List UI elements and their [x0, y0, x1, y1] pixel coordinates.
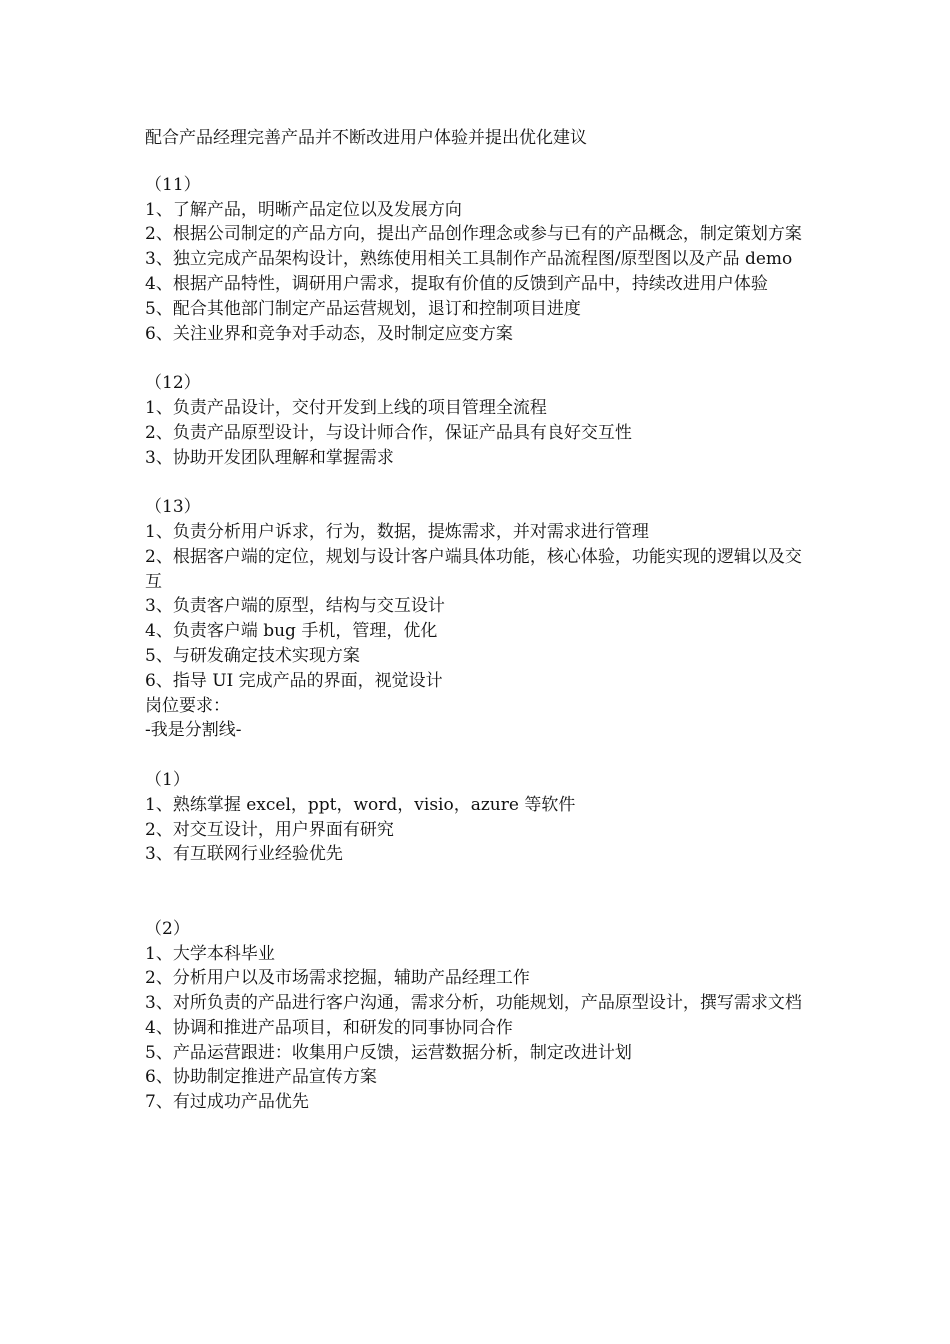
list-item: 4、负责客户端 bug 手机，管理，优化: [145, 621, 438, 642]
list-item: 3、有互联网行业经验优先: [145, 844, 343, 865]
list-item: 1、熟练掌握 excel，ppt，word，visio，azure 等软件: [145, 794, 576, 815]
section-13: [145, 495, 815, 693]
list-item: 4、协调和推进产品项目，和研发的同事协同合作: [145, 1017, 513, 1038]
list-item: 2、分析用户以及市场需求挖掘，辅助产品经理工作: [145, 968, 530, 989]
list-item: 6、关注业界和竞争对手动态，及时制定应变方案: [145, 323, 513, 344]
list-item: 3、独立完成产品架构设计，熟练使用相关工具制作产品流程图/原型图以及产品 demo: [145, 249, 793, 270]
list-item: 6、指导 UI 完成产品的界面，视觉设计: [145, 670, 443, 691]
list-item: 3、协助开发团队理解和掌握需求: [145, 447, 394, 468]
section-heading: （12）: [145, 373, 201, 394]
list-item: 5、产品运营跟进：收集用户反馈，运营数据分析，制定改进计划: [145, 1042, 632, 1063]
list-item: 2、对交互设计，用户界面有研究: [145, 819, 394, 840]
intro-text: 配合产品经理完善产品并不断改进用户体验并提出优化建议: [145, 128, 587, 148]
section-heading: （2）: [145, 918, 190, 939]
spacer: [145, 470, 815, 495]
list-item: 1、了解产品，明晰产品定位以及发展方向: [145, 199, 462, 220]
document-page: [145, 126, 815, 1115]
section-2: [145, 917, 815, 1115]
spacer: [145, 151, 815, 173]
list-item: 2、负责产品原型设计，与设计师合作，保证产品具有良好交互性: [145, 422, 632, 443]
section-heading: （13）: [145, 497, 201, 518]
list-item: 4、根据产品特性，调研用户需求，提取有价值的反馈到产品中，持续改进用户体验: [145, 273, 768, 294]
list-item: 2、根据客户端的定位，规划与设计客户端具体功能，核心体验，功能实现的逻辑以及交互: [145, 546, 802, 592]
spacer: [145, 346, 815, 371]
list-item: 7、有过成功产品优先: [145, 1092, 309, 1113]
spacer: [145, 743, 815, 768]
list-item: 3、对所负责的产品进行客户沟通，需求分析，功能规划，产品原型设计，撰写需求文档: [145, 993, 802, 1014]
spacer: [145, 867, 815, 917]
section-11: [145, 173, 815, 347]
list-item: 5、配合其他部门制定产品运营规划，退订和控制项目进度: [145, 298, 581, 319]
list-item: 5、与研发确定技术实现方案: [145, 645, 360, 666]
list-item: 1、负责分析用户诉求，行为，数据，提炼需求，并对需求进行管理: [145, 521, 649, 542]
list-item: 6、协助制定推进产品宣传方案: [145, 1067, 377, 1088]
section-1: [145, 768, 815, 867]
list-item: 1、大学本科毕业: [145, 943, 275, 964]
list-item: 2、根据公司制定的产品方向，提出产品创作理念或参与已有的产品概念，制定策划方案: [145, 224, 802, 245]
section-heading: （1）: [145, 769, 190, 790]
list-item: 3、负责客户端的原型，结构与交互设计: [145, 596, 445, 617]
section-12: [145, 371, 815, 470]
section-heading: （11）: [145, 174, 201, 195]
list-item: 1、负责产品设计，交付开发到上线的项目管理全流程: [145, 397, 547, 418]
divider-text: -我是分割线-: [145, 720, 242, 741]
requirements-label: 岗位要求：: [145, 695, 230, 716]
